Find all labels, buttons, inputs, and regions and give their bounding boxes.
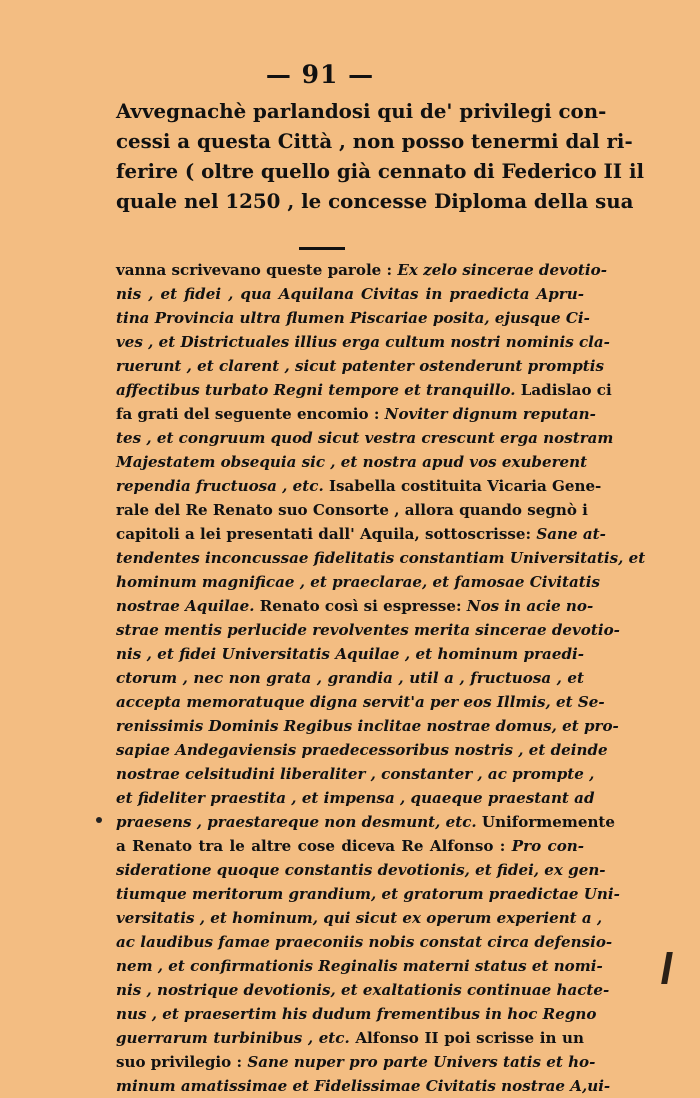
footnote-latin-segment: Sane nuper pro parte Univers tatis et ho- xyxy=(247,1053,596,1071)
footnote-latin-segment: tiumque meritorum grandium, et gratorum praedictae Uni- xyxy=(116,885,620,903)
footnote-line xyxy=(116,690,605,714)
footnote-line xyxy=(116,930,613,954)
footnote-latin-segment: rependia fructuosa , etc. xyxy=(116,477,324,495)
footnote-line xyxy=(116,834,584,858)
footnote-segment: Alfonso II poi scrisse in un xyxy=(349,1029,584,1047)
footnote-segment: rale del Re Renato suo Consorte , allora quando segnò i xyxy=(116,501,588,519)
page-number: — 91 — xyxy=(265,60,375,89)
footnote-latin-segment: minum amatissimae et Fidelissimae Civitatis nostrae A,ui- xyxy=(116,1077,611,1095)
footnote-line xyxy=(116,402,596,426)
footnote-line xyxy=(116,546,646,570)
footnote-latin-segment: praesens , praestareque non desmunt, etc. xyxy=(116,813,477,831)
footnote-line xyxy=(116,714,619,738)
footnote-latin-segment: tendentes inconcussae fidelitatis constantiam Universitatis, et xyxy=(116,549,646,567)
margin-mark xyxy=(96,817,102,823)
main-line: ferire ( oltre quello già cennato di Federico II il xyxy=(116,159,644,183)
footnote-line xyxy=(116,858,606,882)
footnote-latin-segment: ctorum , nec non grata , grandia , util a , fructuosa , et xyxy=(116,669,584,687)
footnote-latin-segment: et fideliter praestita , et impensa , quaeque praestant ad xyxy=(116,789,595,807)
main-line: cessi a questa Città , non posso tenermi dal ri- xyxy=(116,129,633,153)
footnote-segment: Uniformemente xyxy=(476,813,615,831)
footnote-line xyxy=(116,738,608,762)
footnote-segment: capitoli a lei presentati dall' Aquila, sottoscrisse: xyxy=(116,525,537,543)
footnote-line xyxy=(116,354,604,378)
footnote-line xyxy=(116,330,610,354)
footnote-line xyxy=(116,594,594,618)
right-edge-smudge xyxy=(661,952,673,984)
footnote-latin-segment: Majestatem obsequia sic , et nostra apud vos exuberent xyxy=(116,453,588,471)
footnote-latin-segment: nostrae celsitudini liberaliter , constanter , ac prompte , xyxy=(116,765,595,783)
footnote-latin-segment: hominum magnificae , et praeclarae, et famosae Civitatis xyxy=(116,573,600,591)
footnote-line xyxy=(116,1074,611,1098)
footnote-latin-segment: sideratione quoque constantis devotionis, et fidei, ex gen- xyxy=(116,861,606,879)
main-line: quale nel 1250 , le concesse Diploma della sua xyxy=(116,189,634,213)
footnote-line xyxy=(116,1002,597,1026)
footnote-line xyxy=(116,570,600,594)
footnote-segment: suo privilegio : xyxy=(116,1053,248,1071)
footnote-latin-segment: ves , et Districtuales illius erga cultum nostri nominis cla- xyxy=(116,333,610,351)
footnote-latin-segment: ruerunt , et clarent , sicut patenter ostenderunt promptis xyxy=(116,357,604,375)
footnote-line xyxy=(116,1050,596,1074)
footnote-latin-segment: nis , nostrique devotionis, et exaltationis continuae hacte- xyxy=(116,981,610,999)
footnote-line xyxy=(116,786,595,810)
footnote-line xyxy=(116,474,602,498)
footnote-segment: Renato così si espresse: xyxy=(254,597,467,615)
footnote-latin-segment: Ex zelo sincerae devotio- xyxy=(397,261,607,279)
footnote-line xyxy=(116,522,606,546)
footnote-latin-segment: Sane at- xyxy=(536,525,606,543)
footnote-segment: a Renato tra le altre cose diceva Re Alfonso : xyxy=(116,837,512,855)
footnote-latin-segment: sapiae Andegaviensis praedecessoribus nostris , et deinde xyxy=(116,741,608,759)
footnote-line xyxy=(116,282,584,306)
footnote-segment: fa grati del seguente encomio : xyxy=(116,405,385,423)
footnote-latin-segment: guerrarum turbinibus , etc. xyxy=(116,1029,350,1047)
footnote-segment: vanna scrivevano queste parole : xyxy=(116,261,398,279)
footnote-line xyxy=(116,810,615,834)
footnote-line xyxy=(116,906,603,930)
footnote-latin-segment: Nos in acie no- xyxy=(466,597,594,615)
footnote-latin-segment: tes , et congruum quod sicut vestra crescunt erga nostram xyxy=(116,429,614,447)
footnote-latin-segment: nis , et fidei , qua Aquilana Civitas in praedicta Apru- xyxy=(116,285,584,303)
footnote-line xyxy=(116,498,588,522)
footnote-text xyxy=(116,258,646,1098)
footnote-latin-segment: strae mentis perlucide revolventes merita sincerae devotio- xyxy=(116,621,620,639)
footnote-latin-segment: nem , et confirmationis Reginalis materni status et nomi- xyxy=(116,957,603,975)
footnote-line xyxy=(116,306,590,330)
footnote-line xyxy=(116,978,610,1002)
footnote-latin-segment: nostrae Aquilae. xyxy=(116,597,255,615)
footnote-latin-segment: Noviter dignum reputan- xyxy=(384,405,596,423)
footnote-line xyxy=(116,762,595,786)
footnote-line xyxy=(116,450,588,474)
footnote-line xyxy=(116,426,614,450)
main-line: Avvegnachè parlandosi qui de' privilegi con- xyxy=(116,99,607,123)
footnote-latin-segment: nus , et praesertim his dudum frementibus in hoc Regno xyxy=(116,1005,597,1023)
footnote-segment: Ladislao ci xyxy=(515,381,612,399)
footnote-segment: Isabella costituita Vicaria Gene- xyxy=(323,477,602,495)
footnote-latin-segment: renissimis Dominis Regibus inclitae nostrae domus, et pro- xyxy=(116,717,619,735)
footnote-line xyxy=(116,378,612,402)
footnote-latin-segment: nis , et fidei Universitatis Aquilae , et hominum praedi- xyxy=(116,645,584,663)
main-body-text xyxy=(116,96,644,216)
footnote-line xyxy=(116,618,620,642)
footnote-latin-segment: ac laudibus famae praeconiis nobis constat circa defensio- xyxy=(116,933,613,951)
footnote-line xyxy=(116,642,584,666)
footnote-latin-segment: accepta memoratuque digna servit'a per eos Illmis, et Se- xyxy=(116,693,605,711)
footnote-line xyxy=(116,1026,584,1050)
footnote-line xyxy=(116,954,603,978)
footnote-divider xyxy=(299,247,345,250)
footnote-latin-segment: affectibus turbato Regni tempore et tranquillo. xyxy=(116,381,516,399)
footnote-latin-segment: Pro con- xyxy=(511,837,585,855)
footnote-line xyxy=(116,666,584,690)
footnote-latin-segment: versitatis , et hominum, qui sicut ex operum experient a , xyxy=(116,909,603,927)
footnote-line xyxy=(116,258,607,282)
footnote-line xyxy=(116,882,620,906)
footnote-latin-segment: tina Provincia ultra flumen Piscariae posita, ejusque Ci- xyxy=(116,309,590,327)
